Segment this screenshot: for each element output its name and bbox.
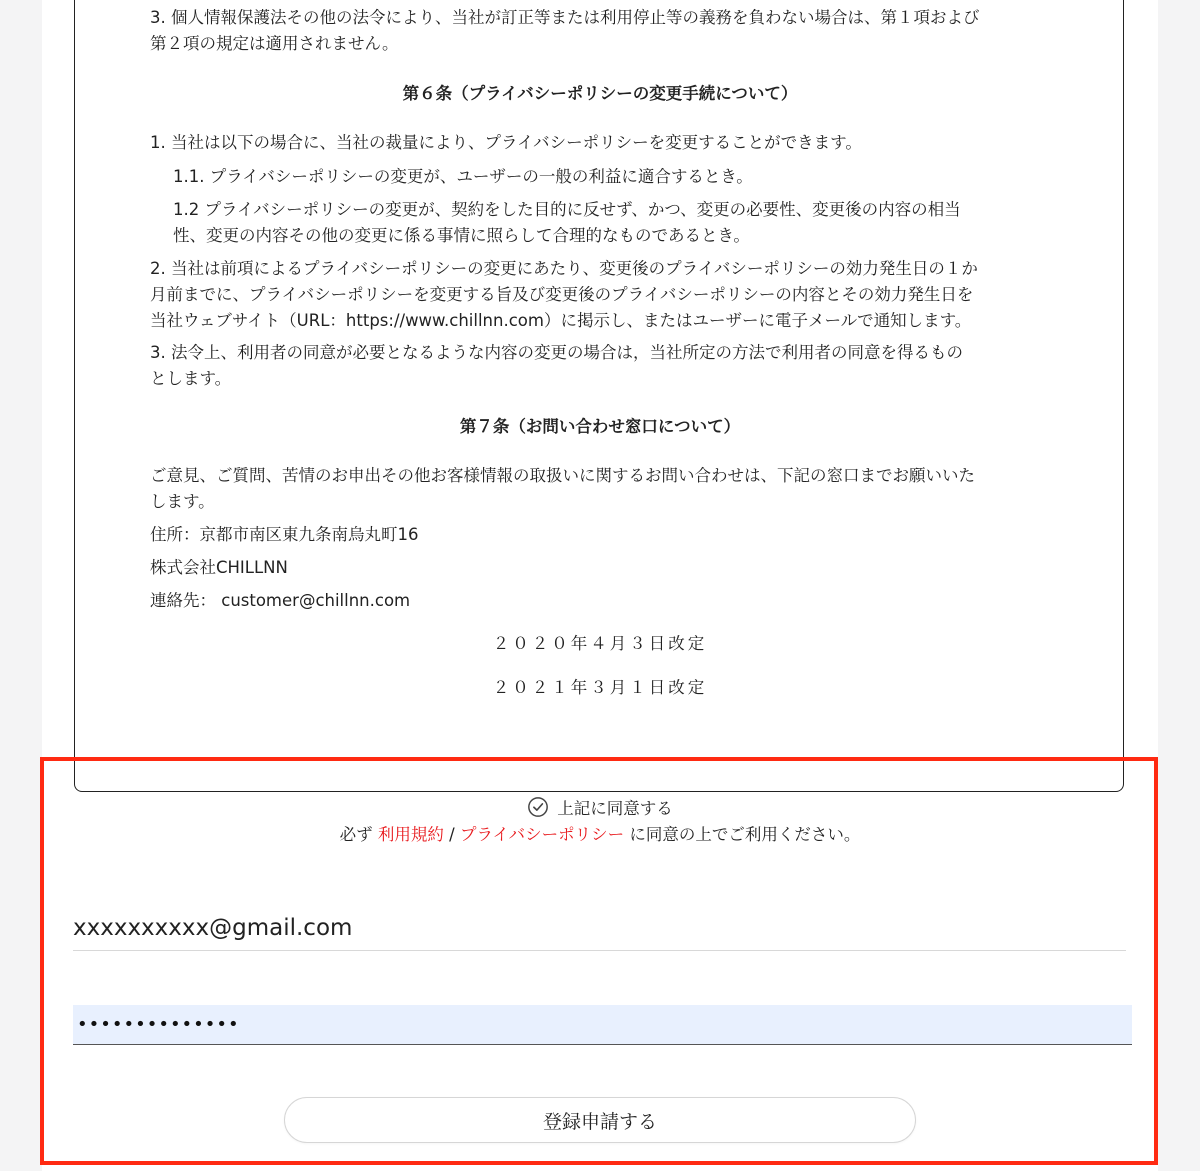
agreement-notice xyxy=(0,821,1200,845)
art6-item3-line2: とします。 xyxy=(150,369,232,388)
notice-suffix: に同意の上でご利用ください。 xyxy=(629,825,861,844)
art6-item3-line1: 3. 法令上、利用者の同意が必要となるような内容の変更の場合は，当社所定の方法で利用者の同意を得るもの xyxy=(150,343,963,362)
art6-item1-1: 1.1. プライバシーポリシーの変更が、ユーザーの一般の利益に適合するとき。 xyxy=(173,167,753,186)
art7-body-line2: します。 xyxy=(150,492,215,511)
contact-company: 株式会社CHILLNN xyxy=(150,558,288,577)
checkmark-circle-icon[interactable] xyxy=(527,796,549,818)
notice-prefix: 必ず xyxy=(339,825,373,844)
art6-heading: 第６条（プライバシーポリシーの変更手続について） xyxy=(402,84,798,103)
register-submit-button[interactable]: 登録申請する xyxy=(284,1097,916,1143)
agree-checkbox-label[interactable]: 上記に同意する xyxy=(557,799,673,818)
contact-email: 連絡先： customer@chillnn.com xyxy=(150,591,411,610)
notice-separator: / xyxy=(449,825,455,844)
privacy-policy-link[interactable]: プライバシーポリシー xyxy=(459,825,625,844)
art6-item1-2-line2: 性、変更の内容その他の変更に係る事情に照らして合理的なものであるとき。 xyxy=(173,226,750,245)
date-revised: ２０２１年３月１日改定 xyxy=(492,678,708,697)
art7-body-line1: ご意見、ご質問、苦情のお申出その他お客様情報の取扱いに関するお問い合わせは、下記の窓口までお願いいた xyxy=(150,466,975,485)
privacy-policy-scroll-box[interactable] xyxy=(74,0,1124,792)
art6-item2-line3: 当社ウェブサイト（URL：https://www.chillnn.com）に掲示し、またはユーザーに電子メールで通知します。 xyxy=(150,311,972,330)
email-field[interactable] xyxy=(73,905,1126,951)
password-field[interactable] xyxy=(73,1005,1132,1045)
contact-address: 住所：京都市南区東九条南烏丸町16 xyxy=(150,525,419,544)
terms-link[interactable]: 利用規約 xyxy=(377,825,444,844)
art5-item3-line1: 3. 個人情報保護法その他の法令により、当社が訂正等または利用停止等の義務を負わない場合は、第１項および xyxy=(150,8,980,27)
art6-item1: 1. 当社は以下の場合に、当社の裁量により、プライバシーポリシーを変更することができます。 xyxy=(150,133,862,152)
art6-item1-2-line1: 1.2 プライバシーポリシーの変更が、契約をした目的に反せず、かつ、変更の必要性、変更後の内容の相当 xyxy=(173,200,961,219)
art6-item2-line2: 月前までに、プライバシーポリシーを変更する旨及び変更後のプライバシーポリシーの内容とその効力発生日を xyxy=(150,285,974,304)
date-established: ２０２０年４月３日改定 xyxy=(492,634,708,653)
art6-item2-line1: 2. 当社は前項によるプライバシーポリシーの変更にあたり、変更後のプライバシーポリシーの効力発生日の１か xyxy=(150,259,978,278)
art5-item3-line2: 第２項の規定は適用されません。 xyxy=(150,34,399,53)
agree-checkbox-row[interactable] xyxy=(0,795,1200,819)
art7-heading: 第７条（お問い合わせ窓口について） xyxy=(459,417,741,436)
